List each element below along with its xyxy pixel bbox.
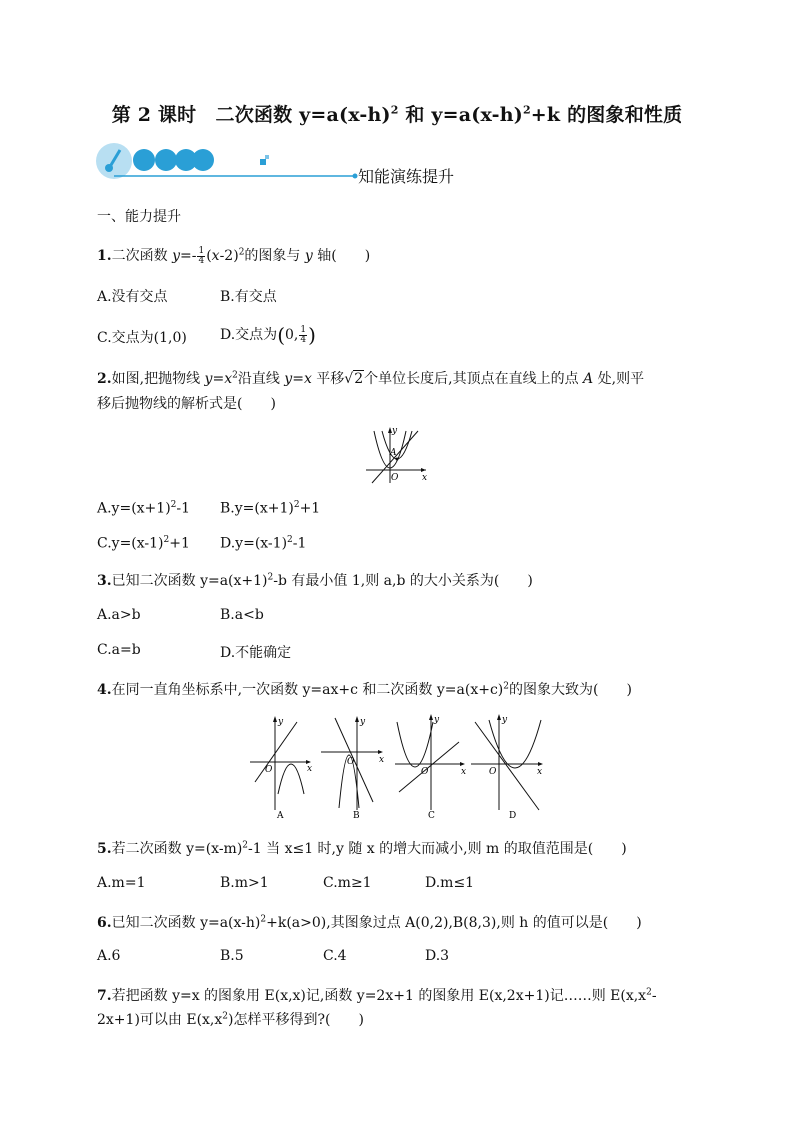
line-c (399, 742, 459, 792)
label-a: A (277, 811, 284, 821)
section-heading: 一、能力提升 (97, 209, 181, 225)
question-7: 7.若把函数 y=x 的图象用 E(x,x)记,函数 y=2x+1 的图象用 E(x,2x+1)记……则 $E(x,x^2-$ (97, 987, 657, 1004)
page-title: 第 2 课时 二次函数 $y=a(x-h)^2$ 和 $y=a(x-h)^2+k$ 的图象和性质 (111, 103, 683, 126)
svg-text:y: y (360, 717, 366, 727)
banner-square (260, 159, 266, 165)
q3-option-b: B.a<b (220, 607, 264, 623)
q2-option-b: $B.y=(x+1)^2+1$ (220, 500, 321, 517)
q6-option-b: B.5 (220, 948, 244, 964)
q1-option-b: B.有交点 (220, 289, 277, 305)
svg-text:y: y (434, 715, 440, 725)
parabola-c (397, 722, 433, 767)
svg-text:x: x (537, 767, 543, 777)
line-d (475, 722, 539, 810)
q2-option-a: $A.y=(x+1)^2-1$ (97, 500, 191, 517)
svg-text:O: O (489, 767, 497, 777)
graph-c (395, 714, 466, 821)
question-3: 3.已知二次函数 $y=a(x+1)^2-b$ 有最小值 1,则 a,b 的大小关系为( ) (97, 572, 533, 589)
question-2-line-2: 移后抛物线的解析式是( ) (97, 396, 276, 412)
label-o: O (391, 473, 399, 483)
graph-a (250, 716, 312, 821)
q6-option-a: A.6 (97, 948, 121, 964)
question-6: 6.已知二次函数 $y=a(x-h)^2+k(a>0)$,其图象过点 A(0,2),B(8,3),则 h 的值可以是( ) (97, 914, 642, 931)
q6-option-d: D.3 (425, 948, 450, 964)
label-c: C (428, 811, 435, 821)
q4-figures (245, 712, 550, 824)
svg-text:O: O (265, 765, 273, 775)
q1-option-a: A.没有交点 (97, 289, 168, 305)
parabola-d (489, 720, 541, 768)
q5-option-a: A.m=1 (97, 875, 146, 891)
line-a (255, 722, 297, 782)
q6-option-c: C.4 (323, 948, 347, 964)
label-a: A (390, 448, 397, 458)
q1-option-c: C.交点为(1,0) (97, 330, 187, 346)
label-b: B (353, 811, 360, 821)
q1-option-d: D.交点为(0, $\frac{1}{4}$ ) (220, 323, 316, 347)
banner-label: 知能演练提升 (358, 167, 455, 186)
graph-b (321, 716, 384, 821)
svg-text:x: x (307, 764, 313, 774)
label-y: y (392, 426, 398, 436)
q3-option-a: A.a>b (97, 607, 141, 623)
svg-text:O: O (421, 767, 429, 777)
question-5: 5.若二次函数 $y=(x-m)^2-1$ 当 x≤1 时,y 随 x 的增大而减小,则 m 的取值范围是( ) (97, 840, 627, 857)
banner-dot (133, 149, 155, 171)
svg-text:O: O (347, 757, 355, 767)
q5-option-b: B.m>1 (220, 875, 269, 891)
q5-option-d: D.m≤1 (425, 875, 475, 891)
question-2: 2.如图,把抛物线 $y=x^2$沿直线 y=x 平移√2个单位长度后,其顶点在直线上的点 A 处,则平 (97, 370, 645, 387)
q5-option-c: C.m≥1 (323, 875, 372, 891)
svg-text:x: x (461, 767, 467, 777)
fraction: $\frac{1}{4}$ (198, 245, 205, 266)
svg-text:x: x (379, 755, 385, 765)
label-d: D (509, 811, 517, 821)
svg-text:y: y (502, 715, 508, 725)
label-x: x (422, 473, 428, 483)
q2-option-c: $C.y=(x-1)^2+1$ (97, 535, 190, 552)
parabola-a (278, 764, 304, 794)
q3-option-d: D.不能确定 (220, 645, 292, 661)
q3-option-c: C.a=b (97, 642, 141, 658)
q2-option-d: $D.y=(x-1)^2-1$ (220, 535, 307, 552)
q2-figure (360, 425, 435, 485)
graph-d (471, 714, 543, 821)
question-7-line-2: 2x+1)可以由 $E(x,x^2)$怎样平移得到?( ) (97, 1011, 364, 1028)
svg-text:y: y (278, 717, 284, 727)
question-4: 4.在同一直角坐标系中,一次函数 y=ax+c 和二次函数 $y=a(x+c)^2$的图象大致为( ) (97, 681, 632, 698)
question-1: 1.二次函数 y=- $\frac{1}{4}$ $(x-2)^2$的图象与 y 轴( ) (97, 245, 371, 266)
